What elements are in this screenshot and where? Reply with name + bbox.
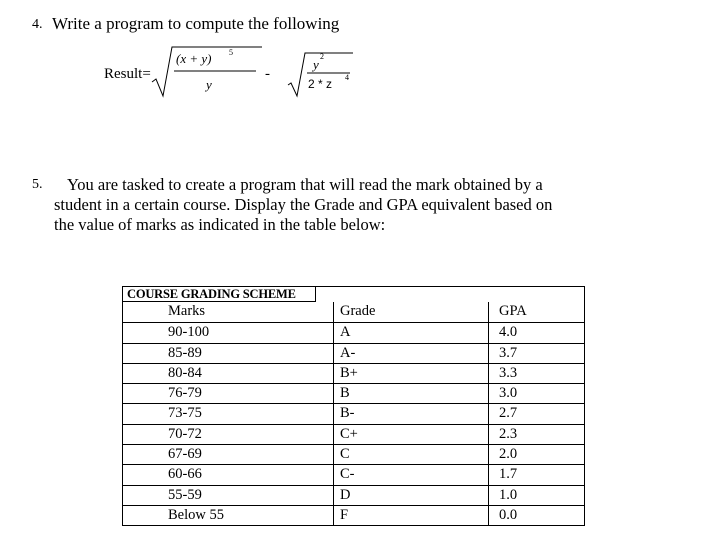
term1-exponent: 5 xyxy=(229,48,233,57)
marks-cell: Below 55 xyxy=(123,506,334,525)
term2-numerator: y xyxy=(313,57,319,72)
table-row xyxy=(123,505,584,525)
gpa-cell: 2.7 xyxy=(499,405,518,422)
gpa-cell: 3.0 xyxy=(499,385,518,402)
gpa-cell: 4.0 xyxy=(499,324,518,341)
table-title: COURSE GRADING SCHEME xyxy=(123,287,316,302)
table-row xyxy=(123,322,584,342)
header-grade: Grade xyxy=(334,302,489,322)
grade-cell: B xyxy=(334,384,489,403)
grade-cell: C- xyxy=(334,465,489,484)
term1-denominator: y xyxy=(206,77,212,92)
gpa-cell: 3.7 xyxy=(499,344,518,361)
table-header-row xyxy=(123,302,584,322)
gpa-cell: 1.7 xyxy=(499,466,518,483)
grade-cell: D xyxy=(334,486,489,505)
header-marks: Marks xyxy=(123,302,334,322)
term2-den-exponent: 4 xyxy=(345,73,349,82)
term2-num-exponent: 2 xyxy=(320,52,324,61)
table-row xyxy=(123,424,584,444)
marks-cell: 60-66 xyxy=(123,465,334,484)
table-row xyxy=(123,464,584,484)
question-4-text: Write a program to compute the following xyxy=(52,14,340,33)
grade-cell: F xyxy=(334,506,489,525)
grade-cell: B+ xyxy=(334,364,489,383)
gpa-cell: 3.3 xyxy=(499,364,518,381)
term2-denominator: 2 * z xyxy=(308,77,333,91)
marks-cell: 67-69 xyxy=(123,445,334,464)
table-row xyxy=(123,343,584,363)
header-gpa: GPA xyxy=(499,303,527,319)
formula-operator: - xyxy=(265,66,270,82)
table-row xyxy=(123,363,584,383)
question-5-number: 5. xyxy=(32,177,43,192)
marks-cell: 80-84 xyxy=(123,364,334,383)
term1-numerator: (x + y) xyxy=(176,51,212,66)
table-row xyxy=(123,383,584,403)
gpa-cell: 1.0 xyxy=(499,486,518,503)
marks-cell: 85-89 xyxy=(123,344,334,363)
grade-cell: C xyxy=(334,445,489,464)
grade-cell: A- xyxy=(334,344,489,363)
question-4-number: 4. xyxy=(32,17,43,32)
grading-table xyxy=(122,286,585,526)
gpa-cell: 2.0 xyxy=(499,446,518,463)
formula-label: Result= xyxy=(104,66,151,82)
marks-cell: 70-72 xyxy=(123,425,334,444)
table-row xyxy=(123,485,584,505)
table-row xyxy=(123,403,584,423)
marks-cell: 76-79 xyxy=(123,384,334,403)
grade-cell: A xyxy=(334,323,489,342)
question-5-line-1: You are tasked to create a program that will read the mark obtained by a xyxy=(67,175,543,194)
table-body xyxy=(123,302,584,525)
grade-cell: C+ xyxy=(334,425,489,444)
grade-cell: B- xyxy=(334,404,489,423)
question-5-line-3: the value of marks as indicated in the table below: xyxy=(54,215,386,234)
gpa-cell: 2.3 xyxy=(499,425,518,442)
table-row xyxy=(123,444,584,464)
marks-cell: 73-75 xyxy=(123,404,334,423)
gpa-cell: 0.0 xyxy=(499,506,518,523)
marks-cell: 90-100 xyxy=(123,323,334,342)
question-5-line-2: student in a certain course. Display the Grade and GPA equivalent based on xyxy=(54,195,553,214)
marks-cell: 55-59 xyxy=(123,486,334,505)
